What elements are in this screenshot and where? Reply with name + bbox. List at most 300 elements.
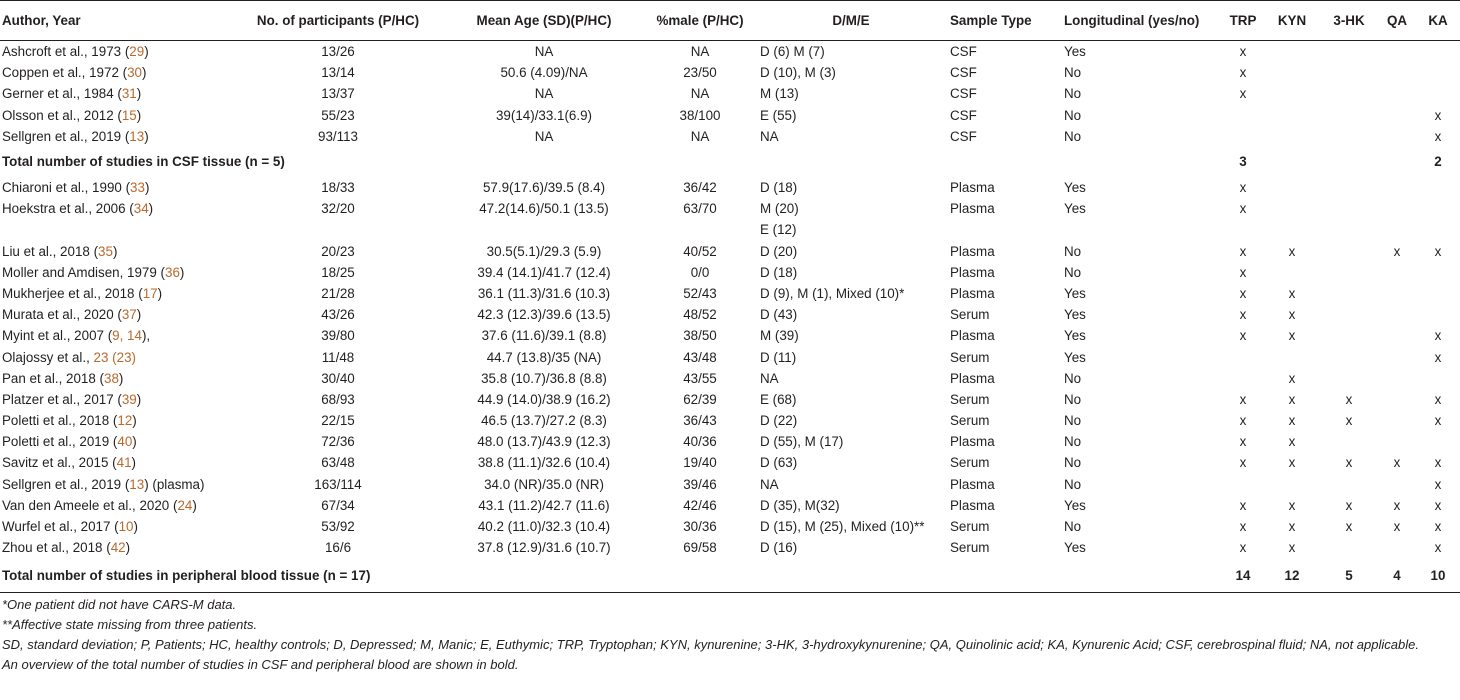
male-cell (644, 537, 756, 558)
age-cell (444, 431, 644, 452)
longitudinal-cell (1060, 41, 1222, 63)
qa-cell (1378, 537, 1416, 558)
author-cell (0, 283, 232, 304)
hk-cell (1320, 283, 1378, 304)
dme-cell (756, 516, 946, 537)
author-cell (0, 241, 232, 262)
participants-value: 53/92 (321, 519, 355, 535)
male-cell (644, 219, 756, 240)
qa-cell (1378, 346, 1416, 367)
citation-ref: 37 (121, 307, 137, 323)
author-cell (0, 83, 232, 104)
author-cell (0, 410, 232, 431)
trp-mark: x (1239, 455, 1247, 471)
sample-value: CSF (950, 128, 977, 144)
trp-mark: x (1239, 519, 1247, 535)
trp-mark: x (1239, 391, 1247, 407)
citation-ref: 29 (129, 44, 145, 60)
dme-value: D (20) (760, 243, 798, 259)
hk-mark: x (1345, 391, 1353, 407)
male-cell (644, 83, 756, 104)
citation-ref: 38 (104, 370, 119, 386)
participants-value: 68/93 (321, 391, 355, 407)
sample-cell (946, 262, 1060, 283)
kyn-cell (1264, 219, 1320, 240)
author-cell (0, 177, 232, 198)
table-row (0, 495, 1460, 516)
age-value: 44.7 (13.8)/35 (NA) (486, 349, 602, 365)
author-text: Gerner et al., 1984 ( (2, 86, 122, 102)
ka-cell (1416, 346, 1460, 367)
longitudinal-value: No (1064, 128, 1082, 144)
hk-cell (1320, 474, 1378, 495)
footnote: **Affective state missing from three patients. (2, 617, 258, 633)
citation-ref: 23 (23) (93, 349, 136, 365)
longitudinal-cell (1060, 262, 1222, 283)
qa-cell (1378, 516, 1416, 537)
longitudinal-cell (1060, 346, 1222, 367)
ka-cell (1416, 126, 1460, 147)
col-header-3hk: 3-HK (1320, 1, 1378, 41)
sample-cell (946, 62, 1060, 83)
male-cell (644, 304, 756, 325)
male-cell (644, 368, 756, 389)
trp-mark: x (1239, 86, 1247, 102)
author-text: Wurfel et al., 2017 ( (2, 519, 119, 535)
longitudinal-value: No (1064, 413, 1082, 429)
dme-value: D (6) M (7) (760, 44, 825, 60)
author-suffix: ) (141, 65, 147, 81)
participants-cell (232, 41, 444, 63)
table-row (0, 452, 1460, 473)
qa-cell (1378, 325, 1416, 346)
sample-cell (946, 410, 1060, 431)
kyn-cell (1264, 262, 1320, 283)
hk-cell (1320, 219, 1378, 240)
author-text: Van den Ameele et al., 2020 ( (2, 497, 178, 513)
ka-mark: x (1434, 243, 1442, 259)
author-cell (0, 389, 232, 410)
qa-mark: x (1393, 519, 1401, 535)
qa-cell (1378, 241, 1416, 262)
trp-cell (1222, 410, 1264, 431)
table-row (0, 346, 1460, 367)
table-row (0, 368, 1460, 389)
dme-cell (756, 495, 946, 516)
total-ka: 2 (1434, 154, 1442, 170)
participants-value: 72/36 (321, 434, 355, 450)
hk-cell (1320, 516, 1378, 537)
author-suffix: ) (144, 180, 150, 196)
age-value: 37.6 (11.6)/39.1 (8.8) (481, 328, 607, 344)
author-suffix: ) (144, 44, 149, 60)
col-header-age: Mean Age (SD)(P/HC) (444, 1, 644, 41)
author-suffix: ) (132, 434, 137, 450)
col-header-trp: TRP (1222, 1, 1264, 41)
author-text: Chiaroni et al., 1990 ( (2, 180, 131, 196)
col-header-sample: Sample Type (946, 1, 1060, 41)
hk-cell (1320, 431, 1378, 452)
hk-cell (1320, 198, 1378, 219)
male-cell (644, 452, 756, 473)
sample-value: Serum (950, 413, 990, 429)
kyn-cell (1264, 495, 1320, 516)
author-suffix: ) (125, 540, 131, 556)
trp-cell (1222, 516, 1264, 537)
trp-cell (1222, 83, 1264, 104)
age-cell (444, 346, 644, 367)
sample-cell (946, 41, 1060, 63)
sample-value: CSF (950, 86, 977, 102)
male-cell (644, 474, 756, 495)
author-cell (0, 431, 232, 452)
age-cell (444, 368, 644, 389)
total-3hk: 5 (1320, 558, 1378, 593)
male-value: 42/46 (683, 497, 717, 513)
footnote: *One patient did not have CARS-M data. (2, 597, 237, 613)
author-text: Olajossy et al., (2, 349, 94, 365)
male-cell (644, 389, 756, 410)
participants-cell (232, 431, 444, 452)
sample-value: Plasma (950, 264, 995, 280)
qa-cell (1378, 126, 1416, 147)
author-suffix: ) (136, 307, 142, 323)
male-value: 40/52 (683, 243, 717, 259)
citation-ref: 35 (98, 243, 113, 259)
kyn-mark: x (1288, 540, 1296, 556)
age-value: 57.9(17.6)/39.5 (8.4) (482, 180, 606, 196)
participants-value: 16/6 (324, 540, 352, 556)
citation-ref: 36 (165, 264, 180, 280)
age-value: 39.4 (14.1)/41.7 (12.4) (477, 264, 611, 280)
ka-cell (1416, 62, 1460, 83)
ka-cell (1416, 516, 1460, 537)
participants-cell (232, 325, 444, 346)
male-cell (644, 198, 756, 219)
age-cell (444, 262, 644, 283)
author-text: Sellgren et al., 2019 ( (2, 128, 130, 144)
age-cell (444, 219, 644, 240)
qa-cell (1378, 452, 1416, 473)
dme-cell (756, 346, 946, 367)
longitudinal-value: No (1064, 243, 1082, 259)
kyn-cell (1264, 389, 1320, 410)
longitudinal-cell (1060, 62, 1222, 83)
dme-cell (756, 262, 946, 283)
author-text: Coppen et al., 1972 ( (2, 65, 128, 81)
blood-section (0, 177, 1460, 558)
author-text: Zhou et al., 2018 ( (2, 540, 111, 556)
participants-cell (232, 389, 444, 410)
longitudinal-cell (1060, 516, 1222, 537)
dme-value: NA (760, 128, 779, 144)
sample-cell (946, 126, 1060, 147)
trp-mark: x (1239, 434, 1247, 450)
trp-cell (1222, 177, 1264, 198)
longitudinal-value: No (1064, 455, 1082, 471)
ka-cell (1416, 410, 1460, 431)
ka-cell (1416, 105, 1460, 126)
kyn-cell (1264, 105, 1320, 126)
trp-cell (1222, 62, 1264, 83)
trp-mark: x (1239, 328, 1247, 344)
participants-value: 39/80 (321, 328, 355, 344)
table-row (0, 537, 1460, 558)
kyn-cell (1264, 62, 1320, 83)
csf-total-section (0, 147, 1460, 177)
participants-value: 22/15 (321, 413, 355, 429)
author-suffix: ) (136, 86, 142, 102)
kyn-mark: x (1288, 391, 1296, 407)
longitudinal-value: No (1064, 476, 1082, 492)
trp-mark: x (1239, 65, 1247, 81)
sample-cell (946, 283, 1060, 304)
sample-value: CSF (950, 65, 977, 81)
male-cell (644, 346, 756, 367)
trp-cell (1222, 105, 1264, 126)
dme-cell (756, 198, 946, 219)
author-cell (0, 537, 232, 558)
author-suffix: ) (179, 264, 185, 280)
total-trp: 14 (1222, 558, 1264, 593)
participants-cell (232, 283, 444, 304)
citation-ref: 42 (110, 540, 126, 556)
sample-cell (946, 198, 1060, 219)
longitudinal-value: Yes (1064, 540, 1086, 556)
sample-cell (946, 325, 1060, 346)
male-value: NA (690, 44, 710, 60)
author-suffix: ) (157, 285, 163, 301)
ka-cell (1416, 304, 1460, 325)
male-value: NA (690, 86, 710, 102)
longitudinal-value: No (1064, 86, 1082, 102)
age-cell (444, 83, 644, 104)
kyn-cell (1264, 431, 1320, 452)
age-cell (444, 389, 644, 410)
sample-cell (946, 304, 1060, 325)
dme-value: M (20) (760, 201, 799, 217)
kyn-cell (1264, 516, 1320, 537)
table-row (0, 262, 1460, 283)
age-value: NA (534, 86, 554, 102)
longitudinal-value: No (1064, 370, 1082, 386)
author-cell (0, 105, 232, 126)
citation-ref: 15 (121, 107, 137, 123)
ka-mark: x (1434, 540, 1442, 556)
sample-value: Serum (950, 540, 990, 556)
longitudinal-cell (1060, 283, 1222, 304)
trp-cell (1222, 537, 1264, 558)
male-value: 0/0 (690, 264, 710, 280)
hk-cell (1320, 325, 1378, 346)
author-cell (0, 126, 232, 147)
male-value: NA (690, 128, 710, 144)
dme-cell (756, 83, 946, 104)
dme-cell (756, 389, 946, 410)
dme-value: D (10), M (3) (760, 65, 836, 81)
author-cell (0, 452, 232, 473)
hk-cell (1320, 83, 1378, 104)
author-suffix: ) (136, 107, 142, 123)
longitudinal-cell (1060, 495, 1222, 516)
participants-value: 18/25 (321, 264, 355, 280)
age-value: 39(14)/33.1(6.9) (495, 107, 593, 123)
participants-value: 13/26 (321, 44, 355, 60)
ka-cell (1416, 241, 1460, 262)
longitudinal-value: No (1064, 107, 1082, 123)
author-suffix: ) (133, 519, 138, 535)
dme-cell (756, 325, 946, 346)
dme-value: D (35), M(32) (760, 497, 840, 513)
hk-cell (1320, 304, 1378, 325)
male-cell (644, 410, 756, 431)
longitudinal-cell (1060, 325, 1222, 346)
dme-cell (756, 41, 946, 63)
total-kyn: 12 (1264, 558, 1320, 593)
trp-cell (1222, 389, 1264, 410)
kyn-mark: x (1288, 328, 1296, 344)
trp-cell (1222, 219, 1264, 240)
sample-value: Serum (950, 455, 990, 471)
kyn-cell (1264, 537, 1320, 558)
table-row (0, 198, 1460, 219)
age-value: 30.5(5.1)/29.3 (5.9) (486, 243, 602, 259)
col-header-participants: No. of participants (P/HC) (232, 1, 444, 41)
trp-cell (1222, 304, 1264, 325)
dme-cell (756, 537, 946, 558)
trp-mark: x (1239, 413, 1247, 429)
trp-cell (1222, 431, 1264, 452)
dme-cell (756, 368, 946, 389)
trp-cell (1222, 126, 1264, 147)
dme-cell (756, 105, 946, 126)
col-header-male: %male (P/HC) (644, 1, 756, 41)
citation-ref: 40 (117, 434, 133, 450)
author-suffix: ) (131, 455, 136, 471)
footnote: An overview of the total number of studies in CSF and peripheral blood are shown in bold. (2, 657, 519, 673)
ka-cell (1416, 219, 1460, 240)
hk-mark: x (1345, 455, 1353, 471)
longitudinal-cell (1060, 368, 1222, 389)
age-value: NA (534, 44, 554, 60)
longitudinal-value: Yes (1064, 307, 1086, 323)
author-cell (0, 516, 232, 537)
age-cell (444, 474, 644, 495)
kyn-mark: x (1288, 519, 1296, 535)
csf-section (0, 41, 1460, 147)
sample-cell (946, 241, 1060, 262)
author-suffix: ), (141, 328, 151, 344)
author-cell (0, 219, 232, 240)
dme-cell (756, 219, 946, 240)
participants-cell (232, 198, 444, 219)
participants-cell (232, 368, 444, 389)
hk-mark: x (1345, 519, 1353, 535)
sample-value: Serum (950, 349, 990, 365)
trp-cell (1222, 241, 1264, 262)
dme-cell (756, 177, 946, 198)
kyn-cell (1264, 452, 1320, 473)
qa-mark: x (1393, 243, 1401, 259)
male-cell (644, 431, 756, 452)
author-cell (0, 325, 232, 346)
footnotes (0, 595, 1460, 675)
total-kyn (1264, 147, 1320, 177)
citation-ref: 34 (133, 201, 149, 217)
age-value: 36.1 (11.3)/31.6 (10.3) (477, 285, 611, 301)
male-value: 63/70 (683, 201, 717, 217)
male-value: 38/100 (679, 107, 721, 123)
col-header-dme: D/M/E (756, 1, 946, 41)
dme-value: D (55), M (17) (760, 434, 844, 450)
total-qa (1378, 147, 1416, 177)
longitudinal-cell (1060, 474, 1222, 495)
participants-value: 67/34 (321, 497, 355, 513)
male-cell (644, 41, 756, 63)
ka-cell (1416, 452, 1460, 473)
total-ka: 10 (1416, 558, 1460, 593)
kyn-mark: x (1288, 285, 1296, 301)
trp-cell (1222, 368, 1264, 389)
table-row (0, 177, 1460, 198)
participants-cell (232, 304, 444, 325)
participants-cell (232, 241, 444, 262)
table-row (0, 83, 1460, 104)
participants-value: 18/33 (321, 180, 355, 196)
age-value: 50.6 (4.09)/NA (500, 65, 588, 81)
participants-cell (232, 83, 444, 104)
author-cell (0, 304, 232, 325)
kyn-mark: x (1288, 307, 1296, 323)
participants-value: 11/48 (321, 349, 355, 365)
author-suffix: ) (118, 370, 124, 386)
age-cell (444, 516, 644, 537)
trp-cell (1222, 41, 1264, 63)
dme-cell (756, 431, 946, 452)
sample-cell (946, 368, 1060, 389)
author-suffix: ) (144, 128, 149, 144)
participants-value: 13/14 (321, 65, 355, 81)
ka-mark: x (1434, 497, 1442, 513)
age-value: 35.8 (10.7)/36.8 (8.8) (481, 370, 607, 386)
participants-cell (232, 105, 444, 126)
dme-value: D (18) (760, 264, 798, 280)
male-cell (644, 177, 756, 198)
dme-cell (756, 241, 946, 262)
hk-cell (1320, 105, 1378, 126)
trp-cell (1222, 198, 1264, 219)
age-value: 40.2 (11.0)/32.3 (10.4) (477, 519, 611, 535)
qa-cell (1378, 495, 1416, 516)
ka-cell (1416, 389, 1460, 410)
dme-value: D (22) (760, 413, 798, 429)
dme-cell (756, 126, 946, 147)
author-text: Moller and Amdisen, 1979 ( (2, 264, 166, 280)
longitudinal-value: No (1064, 519, 1082, 535)
trp-cell (1222, 325, 1264, 346)
col-header-kyn: KYN (1264, 1, 1320, 41)
total-label: Total number of studies in CSF tissue (n = 5) (2, 154, 285, 170)
participants-value: 32/20 (321, 201, 355, 217)
longitudinal-value: Yes (1064, 328, 1086, 344)
kyn-cell (1264, 474, 1320, 495)
male-value: 62/39 (683, 391, 717, 407)
author-text: Pan et al., 2018 ( (2, 370, 104, 386)
table-row (0, 325, 1460, 346)
age-cell (444, 105, 644, 126)
kyn-cell (1264, 410, 1320, 431)
age-cell (444, 126, 644, 147)
